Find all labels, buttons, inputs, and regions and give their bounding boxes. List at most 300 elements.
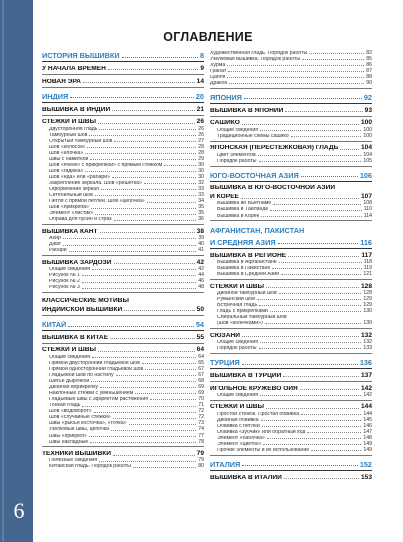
toc-page-number: 85 (366, 55, 372, 62)
toc-entry-title: Джат (49, 242, 62, 248)
toc-page-number: 67 (198, 366, 204, 373)
dot-leader (262, 426, 362, 427)
toc-page-number: 133 (363, 345, 372, 352)
toc-entry-title: Двойной тамбурный шов (217, 291, 277, 297)
toc-entry-title: Элемент «листик» (49, 211, 94, 217)
toc-entry-title: Встречная гладь (217, 303, 258, 309)
dot-leader (273, 204, 361, 205)
toc-section-heading[interactable] (210, 170, 372, 180)
toc-page-number: 148 (363, 434, 372, 441)
dot-leader (91, 381, 196, 382)
toc-entry-title: Сетебильный шов (49, 193, 93, 199)
dot-leader (227, 65, 364, 66)
toc-entry-title: Общие сведения (49, 354, 91, 360)
dot-leader (259, 161, 362, 162)
toc-page-number: 116 (360, 238, 372, 248)
dot-leader (89, 135, 196, 136)
toc-page-number: 100 (360, 119, 372, 127)
toc-page-number: 28 (198, 143, 204, 150)
toc-page-number: 68 (198, 378, 204, 385)
toc-chapter-entry[interactable] (42, 105, 204, 114)
toc-entry-title: Вышивка в Средней Азии (217, 272, 280, 278)
toc-entry-title: Тамбурный шов (49, 132, 88, 138)
toc-chapter-entry[interactable] (210, 331, 372, 340)
toc-page-number: 38 (196, 227, 204, 235)
toc-sub-entry[interactable] (210, 320, 372, 326)
dot-leader (108, 69, 198, 70)
toc-chapter-entry[interactable] (210, 371, 372, 380)
section-divider (42, 74, 204, 75)
dot-leader (267, 438, 362, 439)
dot-leader (63, 238, 196, 239)
dot-leader (70, 97, 194, 98)
toc-page-number: 36 (198, 216, 204, 223)
section-divider (42, 446, 204, 447)
dot-leader (82, 406, 196, 407)
toc-page-number: 144 (360, 403, 372, 411)
dot-leader (69, 251, 197, 252)
toc-page-number: 142 (363, 391, 372, 398)
toc-chapter-entry[interactable] (42, 64, 204, 73)
toc-page-number: 128 (363, 290, 372, 297)
toc-page-number: 33 (198, 192, 204, 199)
dot-leader (283, 376, 359, 377)
toc-entry-title: Цвет элементов (217, 152, 256, 158)
toc-entry-title: Общие сведения (217, 127, 259, 133)
toc-entry-title: Общие сведения (49, 267, 91, 273)
toc-page-number: 28 (198, 149, 204, 156)
toc-entry-title: Шитье дырочкой (49, 379, 90, 385)
toc-chapter-entry[interactable] (210, 282, 372, 291)
toc-page-number: 106 (359, 170, 372, 180)
section-divider (210, 470, 372, 471)
toc-sub-entry[interactable] (42, 248, 204, 254)
page-number: 6 (13, 498, 25, 523)
section-divider (42, 102, 204, 103)
toc-column-right (210, 50, 372, 530)
dot-leader (82, 275, 196, 276)
section-divider (210, 220, 372, 221)
toc-entry-title: Двойная обвивка (217, 417, 259, 423)
toc-chapter-entry[interactable] (42, 333, 204, 342)
toc-page-number: 130 (363, 320, 372, 327)
dot-leader (260, 130, 361, 131)
dot-leader (301, 414, 361, 415)
dot-leader (116, 375, 197, 376)
toc-page-number: 8 (199, 51, 204, 61)
toc-section-heading[interactable] (210, 92, 372, 102)
toc-page-number: 30 (198, 162, 204, 169)
dot-leader (111, 430, 196, 431)
toc-entry-title: СТЕЖКИ И ШВЫ (210, 283, 264, 290)
toc-page-number: 152 (359, 460, 372, 470)
toc-entry-title: И СРЕДНЯЯ АЗИЯ (210, 239, 276, 247)
toc-page-number: 93 (364, 106, 372, 114)
dot-leader (98, 123, 195, 124)
toc-chapter-entry[interactable] (210, 106, 372, 115)
toc-sub-entry[interactable] (42, 285, 204, 291)
toc-entry-title: Рабари (49, 248, 67, 254)
dot-leader (309, 53, 364, 54)
dot-leader (95, 214, 196, 215)
dot-leader (89, 436, 196, 437)
toc-entry-title: ВЫШИВКА В РЕГИОНЕ (210, 252, 287, 259)
toc-page-number: 117 (361, 251, 372, 259)
dot-leader (228, 71, 364, 72)
side-color-bar (0, 0, 33, 542)
section-divider (210, 400, 372, 401)
toc-entry-title: Вышивка в Таиланде (217, 207, 269, 213)
toc-chapter-entry[interactable] (42, 117, 204, 126)
section-divider (210, 455, 372, 456)
toc-page-number: 26 (196, 118, 204, 126)
toc-page-number: 64 (198, 353, 204, 360)
toc-section-heading[interactable] (210, 224, 372, 234)
toc-entry-title: Элемент «бабочка» (217, 435, 265, 441)
toc-entry-title: Шов «ячеек» с прикрепкой» с прямым стежком (49, 163, 163, 169)
dot-leader (133, 467, 196, 468)
dot-leader (257, 299, 361, 300)
toc-entry-title: Швы с намиткой (49, 156, 89, 162)
dot-leader (135, 393, 196, 394)
toc-entry-title: ЯПОНСКАЯ (ПЕРЕСТЕЖКОВАЯ) ГЛАДЬ (210, 145, 339, 152)
toc-sub-entry[interactable] (42, 439, 204, 445)
toc-chapter-entry[interactable] (42, 305, 204, 314)
section-divider (210, 103, 372, 104)
toc-entry-title: ВЫШИВКА В ЮГО-ВОСТОЧНОЙ АЗИИ (210, 185, 336, 192)
toc-entry-title: Гладь с прикрепками (217, 309, 268, 315)
toc-entry-title: ВЫШИВКА КАНТ (42, 228, 98, 235)
toc-sub-entry[interactable] (42, 464, 204, 470)
toc-section-heading[interactable] (42, 91, 204, 101)
dot-leader (281, 274, 361, 275)
section-divider (42, 61, 204, 62)
dot-leader (279, 262, 362, 263)
toc-page-number: 50 (196, 305, 204, 313)
section-divider (210, 248, 372, 249)
dot-leader (90, 159, 196, 160)
toc-entry-title: Наклонные стежки с уменьшением (49, 391, 134, 397)
toc-sub-entry[interactable] (210, 133, 372, 139)
section-divider (210, 381, 372, 382)
dot-leader (82, 288, 196, 289)
toc-chapter-entry[interactable] (210, 118, 372, 127)
toc-page-number: 55 (196, 333, 204, 341)
dot-leader (265, 323, 362, 324)
toc-entry-title: ИНДИЯ (42, 93, 69, 101)
toc-page-number: 14 (196, 77, 204, 85)
toc-entry-title: ЯПОНИЯ (210, 94, 242, 102)
toc-entry-title: НОВАЯ ЭРА (42, 78, 81, 85)
toc-page-number: 121 (363, 271, 372, 278)
dot-leader (95, 195, 196, 196)
section-divider (210, 353, 372, 354)
toc-entry-title: Обвивка с петлей (217, 423, 260, 429)
toc-page-number: 35 (198, 210, 204, 217)
dot-leader (85, 171, 196, 172)
toc-page-number: 88 (366, 74, 372, 81)
toc-entry-title: Рисунок № 3 (49, 285, 80, 291)
toc-entry-title: ВЫШИВКА В КИТАЕ (42, 334, 109, 341)
toc-page-number: 20 (195, 92, 204, 102)
toc-page-number: 42 (196, 258, 204, 266)
toc-page-number: 132 (363, 339, 372, 346)
toc-entry-title: Общие сведения (217, 392, 259, 398)
toc-page-number: 72 (198, 414, 204, 421)
toc-page-number: 92 (363, 93, 372, 103)
section-divider (210, 166, 372, 167)
section-divider (210, 368, 372, 369)
dot-leader (113, 418, 197, 419)
toc-entry-title: Традиционные схемы сашико (217, 133, 289, 139)
dot-leader (270, 210, 361, 211)
toc-page-number: 108 (363, 200, 372, 207)
section-divider (210, 279, 372, 280)
toc-page-number: 30 (198, 168, 204, 175)
toc-sub-entry[interactable] (210, 158, 372, 164)
toc-entry-title: Полезные сведения (49, 458, 98, 464)
dot-leader (101, 189, 196, 190)
toc-chapter-entry[interactable] (210, 192, 372, 201)
toc-sub-entry[interactable] (210, 392, 372, 398)
toc-page-number: 145 (363, 416, 372, 423)
toc-page-number: 72 (198, 408, 204, 415)
dot-leader (147, 202, 197, 203)
toc-entry-title: ВЫШИВКА ЗАРДОЗИ (42, 259, 112, 266)
dot-leader (87, 147, 196, 148)
toc-chapter-entry[interactable] (42, 227, 204, 236)
dot-leader (242, 124, 359, 125)
toc-chapter-entry[interactable] (210, 384, 372, 393)
dot-leader (227, 77, 364, 78)
toc-page-number: 27 (198, 137, 204, 144)
dot-leader (266, 408, 359, 409)
dot-leader (99, 461, 196, 462)
dot-leader (63, 245, 196, 246)
toc-page-number: 100 (363, 126, 372, 133)
toc-sub-entry[interactable] (210, 80, 372, 86)
toc-entry-title: АФГАНИСТАН, ПАКИСТАН (210, 226, 305, 234)
toc-entry-title: Прочие элементы и их использование (217, 448, 310, 454)
toc-page-number: 153 (360, 473, 372, 481)
toc-page-number: 130 (363, 308, 372, 315)
toc-page-number: 71 (198, 402, 204, 409)
toc-sub-entry[interactable] (210, 213, 372, 219)
dot-leader (311, 450, 361, 451)
toc-page-number: 29 (198, 155, 204, 162)
dot-leader (229, 83, 364, 84)
toc-entry-title: Простой стежок. Простая обвивка (217, 411, 299, 417)
section-divider (42, 255, 204, 256)
dot-leader (260, 395, 361, 396)
toc-section-heading[interactable] (210, 237, 372, 247)
toc-chapter-entry[interactable] (210, 251, 372, 260)
toc-chapter-entry[interactable] (42, 296, 204, 305)
toc-page-number: 21 (196, 105, 204, 113)
toc-chapter-entry[interactable] (42, 345, 204, 354)
toc-sub-entry[interactable] (42, 217, 204, 223)
toc-page-number: 54 (195, 320, 204, 330)
section-divider (42, 115, 204, 116)
dot-leader (144, 183, 196, 184)
toc-entry-title: Прямой двусторонний гладьевой шов (49, 360, 140, 366)
toc-entry-title: Гладьевые швы с эффектом растяжения (49, 397, 149, 403)
dot-leader (90, 442, 196, 443)
toc-page-number: 128 (360, 282, 372, 290)
toc-sub-entry[interactable] (210, 271, 372, 277)
toc-page-number: 80 (198, 463, 204, 470)
toc-entry-title: Элемент «цветок» (217, 442, 262, 447)
dot-leader (242, 364, 358, 365)
toc-page-number: 87 (366, 67, 372, 74)
toc-entry-title: Вышивка в Корее (217, 213, 260, 219)
toc-entry-title: У НАЧАЛА ВРЕМЕН (42, 65, 106, 72)
dot-leader (279, 293, 362, 294)
toc-page-number: 34 (198, 198, 204, 205)
toc-entry-title: Вышивка во Вьетнаме (217, 201, 272, 207)
toc-section-heading[interactable] (210, 459, 372, 469)
toc-sub-entry[interactable] (210, 345, 372, 351)
toc-chapter-entry[interactable] (210, 402, 372, 411)
toc-column-left (42, 50, 204, 530)
dot-leader (100, 232, 195, 233)
toc-section-heading[interactable] (42, 50, 204, 60)
toc-entry-title: Цапля (210, 75, 226, 81)
toc-entry-title: Гранат (210, 68, 227, 74)
toc-entry-title: СТЕЖКИ И ШВЫ (210, 404, 264, 411)
dot-leader (82, 282, 196, 283)
toc-entry-title: Дракон (210, 81, 228, 87)
toc-entry-title: Рисунок № 2 (49, 279, 80, 285)
toc-entry-title: ВЫШИВКА В ИНДИИ (42, 106, 111, 113)
toc-page-number: 70 (198, 396, 204, 403)
toc-page-number: 107 (360, 192, 372, 200)
dot-leader (129, 424, 197, 425)
toc-entry-title: СТЕЖКИ И ШВЫ (42, 119, 96, 126)
toc-page-number: 90 (366, 80, 372, 87)
dot-leader (110, 338, 195, 339)
toc-section-heading[interactable] (210, 357, 372, 367)
toc-page-number: 146 (363, 422, 372, 429)
toc-page-number: 82 (366, 50, 372, 56)
dot-leader (258, 155, 362, 156)
toc-chapter-entry[interactable] (210, 183, 372, 192)
toc-section-heading[interactable] (42, 319, 204, 329)
toc-entry-title: Хурма (210, 62, 226, 68)
dot-leader (150, 399, 196, 400)
toc-entry-title: Двусторонняя гладь (49, 126, 98, 132)
toc-entry-title: Закрепление зеркала. Шов «решетка» (49, 181, 142, 187)
dot-leader (259, 305, 361, 306)
toc-page-number: 104 (363, 151, 372, 158)
toc-page-number: 104 (360, 144, 372, 152)
toc-entry-title: КИТАЙ (42, 321, 67, 329)
dot-leader (122, 57, 198, 58)
dot-leader (284, 478, 359, 479)
toc-chapter-entry[interactable] (42, 77, 204, 86)
toc-page-number: 26 (198, 131, 204, 138)
toc-page-number: 144 (363, 410, 372, 417)
toc-page-number: 142 (360, 384, 372, 392)
toc-page-number: 147 (363, 428, 372, 435)
dot-leader (99, 129, 196, 130)
toc-sub-entry[interactable] (210, 447, 372, 453)
toc-entry-title: СЮЗАНИ (210, 332, 240, 339)
dot-leader (85, 153, 196, 154)
toc-page-number: 35 (198, 204, 204, 211)
section-divider (210, 116, 372, 117)
toc-page-number: 48 (198, 284, 204, 291)
toc-entry-title: Обвивка «зубчик» или обратный ход (217, 429, 306, 435)
section-divider (210, 181, 372, 182)
section-divider (42, 315, 204, 316)
toc-chapter-entry[interactable] (42, 449, 204, 458)
dot-leader (260, 342, 361, 343)
dot-leader (259, 348, 362, 349)
dot-leader (100, 387, 196, 388)
dot-leader (112, 110, 194, 111)
toc-page-number: 137 (360, 371, 372, 379)
toc-entry-title: Шов «еда» или «рабари» (49, 175, 111, 181)
dot-leader (94, 412, 197, 413)
toc-entry-title: ИГОЛЬНОЕ КРУЖЕВО ОЙЯ (210, 385, 298, 392)
toc-entry-title: ЮГО-ВОСТОЧНАЯ АЗИЯ (210, 171, 299, 180)
toc-chapter-entry[interactable] (42, 258, 204, 267)
dot-leader (340, 149, 359, 150)
dot-leader (291, 136, 362, 137)
toc-page-number: 132 (360, 331, 372, 339)
toc-entry-title: Прямой односторонний гладьевой шов (49, 367, 144, 373)
toc-page-number: 129 (363, 296, 372, 303)
toc-entry-title: Шов «гадюка» (49, 169, 84, 175)
toc-entry-title: И КОРЕЕ (210, 193, 239, 200)
toc-entry-title: Шов «колосок» (49, 144, 86, 150)
toc-chapter-entry[interactable] (210, 473, 372, 482)
section-divider (42, 343, 204, 344)
dot-leader (261, 420, 362, 421)
toc-entry-title: Швы накладные (49, 439, 89, 445)
toc-page-number: 105 (363, 157, 372, 164)
toc-entry-title: ТУРЦИЯ (210, 359, 240, 367)
toc-entry-title: Рисунок № 1 (49, 273, 80, 279)
toc-page-number: 26 (198, 125, 204, 132)
toc-entry-title: ВЫШИВКА В ЯПОНИИ (210, 107, 284, 114)
toc-page-number: 74 (198, 426, 204, 433)
toc-page-number: 67 (198, 372, 204, 379)
toc-entry-title: Гладьевой шов по настилу (49, 373, 114, 379)
dot-leader (241, 198, 359, 199)
toc-chapter-entry[interactable] (210, 143, 372, 152)
toc-page-number: 86 (366, 61, 372, 68)
dot-leader (242, 336, 359, 337)
toc-page-number: 69 (198, 390, 204, 397)
toc-page-number: 119 (363, 265, 372, 272)
toc-page-number: 110 (363, 206, 372, 213)
dot-leader (302, 59, 364, 60)
dot-leader (270, 311, 362, 312)
toc-entry-title: Оформление зеркал (49, 187, 100, 193)
toc-entry-title: Общие сведения (217, 340, 259, 346)
toc-page-number: 78 (198, 438, 204, 445)
dot-leader (285, 111, 362, 112)
dot-leader (164, 165, 196, 166)
dot-leader (91, 208, 196, 209)
toc-entry-title: ВЫШИВКА В ИТАЛИИ (210, 474, 282, 481)
dot-leader (83, 82, 195, 83)
dot-leader (272, 268, 361, 269)
toc-entry-title: ВЫШИВКА В ТУРЦИИ (210, 372, 282, 379)
toc-entry-title: ТЕХНИКИ ВЫШИВКИ (42, 450, 112, 457)
